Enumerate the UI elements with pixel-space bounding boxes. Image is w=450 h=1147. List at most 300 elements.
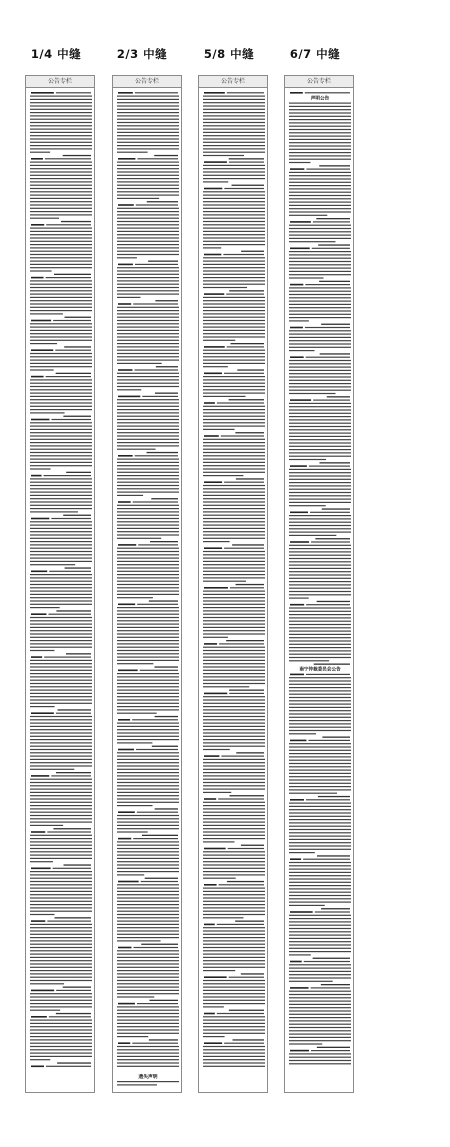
text-line — [289, 687, 351, 688]
text-line — [289, 198, 351, 199]
text-line — [56, 92, 91, 93]
text-line — [117, 389, 141, 390]
text-line — [30, 195, 92, 196]
text-line — [135, 92, 178, 93]
text-line — [203, 657, 265, 658]
text-line — [289, 865, 351, 866]
text-line — [117, 1049, 179, 1050]
text-line — [30, 673, 92, 674]
text-line — [203, 237, 265, 238]
text-line — [203, 472, 265, 473]
text-line — [117, 696, 179, 697]
text-line — [30, 482, 92, 483]
text-line — [289, 647, 351, 648]
text-line — [30, 125, 92, 126]
notice-signature-line — [313, 958, 350, 959]
text-line — [117, 343, 179, 344]
text-line — [117, 752, 179, 753]
text-line — [117, 782, 179, 783]
text-line — [30, 445, 92, 446]
text-line — [203, 785, 265, 786]
text-line — [30, 363, 92, 364]
text-line — [203, 871, 265, 872]
text-line — [117, 115, 179, 116]
text-line — [203, 280, 265, 281]
notice-bold-lead — [31, 775, 49, 777]
text-line — [203, 624, 265, 625]
text-line — [117, 630, 179, 631]
text-line — [117, 765, 179, 766]
text-line — [30, 983, 64, 984]
notice-bold-lead — [204, 435, 219, 437]
text-line — [117, 508, 179, 509]
text-line — [30, 914, 55, 915]
text-line — [289, 621, 351, 622]
text-line — [117, 152, 148, 153]
text-line — [289, 997, 351, 998]
text-line — [117, 904, 179, 905]
text-line — [289, 416, 351, 417]
text-line — [203, 699, 265, 700]
text-line — [117, 607, 179, 608]
notice-signature-line — [57, 1062, 91, 1063]
text-line — [30, 1006, 92, 1007]
text-line — [289, 367, 351, 368]
text-line — [203, 996, 265, 997]
text-line — [203, 115, 265, 116]
notice-signature-line — [64, 864, 91, 865]
text-line — [203, 201, 265, 202]
text-line — [117, 848, 179, 849]
text-line — [203, 419, 265, 420]
text-line — [117, 165, 179, 166]
text-line — [117, 468, 179, 469]
text-line — [289, 878, 351, 879]
text-line — [203, 940, 265, 941]
text-line — [30, 452, 92, 453]
text-line — [117, 531, 179, 532]
text-line — [30, 686, 92, 687]
text-line — [203, 505, 265, 506]
text-line — [117, 386, 179, 387]
text-line — [289, 406, 351, 407]
text-line — [117, 937, 179, 938]
text-line — [203, 412, 265, 413]
text-line — [305, 92, 350, 93]
text-line — [289, 528, 351, 529]
text-line — [203, 851, 265, 852]
text-line — [203, 822, 265, 823]
text-line — [203, 957, 265, 958]
text-line — [203, 597, 265, 598]
text-line — [289, 426, 351, 427]
text-line — [30, 247, 92, 248]
text-line — [117, 340, 179, 341]
text-line — [289, 614, 351, 615]
text-line — [30, 812, 92, 813]
text-line — [203, 1016, 265, 1017]
text-line — [30, 934, 92, 935]
text-line — [117, 254, 179, 255]
notice-bold-lead — [290, 604, 304, 606]
text-line — [289, 475, 351, 476]
text-line — [117, 435, 179, 436]
gutter-column-1-4 — [25, 75, 95, 1093]
text-line — [203, 310, 265, 311]
text-line — [30, 102, 92, 103]
text-line — [203, 1020, 265, 1021]
text-line — [289, 981, 333, 982]
text-line — [289, 380, 351, 381]
text-line — [203, 594, 265, 595]
text-line — [289, 624, 351, 625]
text-line — [289, 1060, 351, 1061]
text-line — [30, 1046, 92, 1047]
text-line — [289, 836, 351, 837]
text-line — [30, 888, 92, 889]
text-line — [289, 895, 351, 896]
text-line — [30, 270, 52, 271]
text-line — [30, 369, 54, 370]
text-line — [30, 353, 92, 354]
text-line — [203, 716, 265, 717]
notice-bold-lead — [118, 1042, 130, 1044]
text-line — [289, 393, 336, 394]
text-line — [203, 574, 265, 575]
text-line — [203, 231, 265, 232]
notice-signature-line — [58, 709, 91, 710]
text-line — [30, 548, 92, 549]
text-line — [117, 280, 179, 281]
text-line — [203, 782, 265, 783]
text-line — [289, 948, 351, 949]
text-line — [289, 571, 351, 572]
text-line — [117, 643, 179, 644]
text-line — [30, 878, 92, 879]
text-line — [117, 802, 179, 803]
text-line — [46, 224, 91, 225]
text-line — [117, 1056, 179, 1057]
text-line — [30, 1033, 92, 1034]
text-line — [117, 617, 179, 618]
text-line — [203, 937, 265, 938]
text-line — [117, 350, 179, 351]
text-line — [117, 181, 179, 182]
text-line — [289, 1030, 351, 1031]
text-line — [30, 505, 92, 506]
text-line — [203, 165, 265, 166]
text-line — [30, 643, 92, 644]
text-line — [30, 855, 92, 856]
text-line — [117, 732, 179, 733]
text-line — [203, 270, 265, 271]
text-line — [117, 429, 179, 430]
text-line — [289, 360, 351, 361]
text-line — [117, 874, 144, 875]
text-line — [289, 469, 351, 470]
text-line — [30, 742, 92, 743]
text-line — [30, 963, 92, 964]
notice-bold-lead — [290, 674, 304, 676]
text-line — [203, 525, 265, 526]
notice-bold-lead — [118, 369, 132, 371]
text-line — [289, 109, 351, 110]
text-line — [51, 518, 91, 519]
text-line — [203, 808, 265, 809]
text-line — [117, 96, 179, 97]
text-line — [30, 244, 92, 245]
text-line — [203, 195, 265, 196]
notice-bold-lead — [204, 188, 222, 190]
text-line — [30, 551, 92, 552]
text-line — [117, 739, 179, 740]
text-line — [289, 152, 351, 153]
text-line — [117, 102, 179, 103]
text-line — [203, 960, 265, 961]
text-line — [30, 168, 92, 169]
text-line — [203, 818, 265, 819]
notice-bold-lead — [31, 656, 42, 658]
text-line — [117, 822, 179, 823]
text-line — [203, 769, 265, 770]
text-line — [203, 831, 265, 832]
text-line — [30, 300, 92, 301]
text-line — [289, 1007, 351, 1008]
text-line — [30, 148, 92, 149]
notice-signature-line — [226, 640, 264, 641]
text-line — [289, 951, 351, 952]
notice-signature-line — [155, 808, 178, 809]
text-line — [224, 373, 264, 374]
text-line — [117, 792, 179, 793]
text-line — [203, 917, 243, 918]
text-line — [303, 859, 350, 860]
text-line — [30, 633, 92, 634]
text-line — [289, 340, 351, 341]
text-line — [117, 970, 179, 971]
text-line — [289, 720, 351, 721]
notice-signature-line — [65, 317, 91, 318]
text-line — [117, 399, 179, 400]
text-line — [289, 974, 351, 975]
text-line — [203, 449, 265, 450]
text-line — [30, 782, 92, 783]
text-line — [117, 465, 179, 466]
text-line — [117, 521, 179, 522]
text-line — [117, 1020, 179, 1021]
text-line — [289, 558, 351, 559]
notice-signature-line — [229, 795, 264, 796]
text-line — [289, 968, 351, 969]
notice-signature-line — [241, 973, 264, 974]
text-line — [203, 825, 265, 826]
text-line — [289, 159, 351, 160]
text-line — [203, 703, 265, 704]
text-line — [203, 802, 265, 803]
text-line — [117, 119, 179, 120]
notice-signature-line — [327, 396, 350, 397]
text-line — [30, 264, 92, 265]
text-line — [289, 694, 351, 695]
text-line — [30, 558, 92, 559]
text-line — [289, 753, 351, 754]
text-line — [289, 116, 351, 117]
text-line — [289, 274, 351, 275]
text-line — [289, 634, 351, 635]
text-line — [30, 600, 92, 601]
notice-bold-lead — [118, 158, 135, 160]
text-line — [30, 690, 92, 691]
text-line — [30, 924, 92, 925]
text-line — [203, 944, 265, 945]
text-line — [289, 149, 351, 150]
text-line — [289, 320, 309, 321]
text-line — [117, 198, 159, 199]
text-line — [117, 485, 179, 486]
text-line — [117, 241, 179, 242]
text-line — [203, 620, 265, 621]
text-line — [30, 442, 92, 443]
text-line — [289, 518, 351, 519]
text-line — [30, 488, 92, 489]
text-line — [203, 492, 265, 493]
text-line — [203, 954, 265, 955]
text-line — [306, 674, 350, 675]
text-line — [224, 548, 264, 549]
text-line — [30, 630, 92, 631]
notice-signature-line — [235, 921, 264, 922]
notice-signature-line — [236, 584, 264, 585]
column-banner: 公告专栏 — [285, 76, 353, 88]
notice-bold-lead — [31, 518, 49, 520]
text-line — [289, 472, 351, 473]
text-line — [289, 845, 351, 846]
text-line — [133, 838, 178, 839]
text-line — [30, 805, 92, 806]
text-line — [117, 99, 179, 100]
notice-signature-line — [154, 666, 178, 667]
text-line — [117, 772, 179, 773]
text-line — [30, 178, 92, 179]
text-line — [30, 495, 92, 496]
text-line — [289, 938, 351, 939]
text-line — [30, 881, 92, 882]
text-line — [203, 901, 265, 902]
text-line — [203, 363, 265, 364]
text-line — [117, 1006, 179, 1007]
notice-bold-lead — [204, 547, 222, 549]
column-text-block — [26, 88, 94, 1093]
text-line — [203, 617, 265, 618]
text-line — [30, 231, 92, 232]
text-line — [289, 816, 351, 817]
text-line — [203, 653, 265, 654]
text-line — [140, 670, 178, 671]
text-line — [203, 660, 265, 661]
text-line — [289, 499, 351, 500]
text-line — [117, 363, 162, 364]
notice-signature-line — [54, 917, 91, 918]
notice-signature-line — [320, 353, 350, 354]
text-line — [306, 604, 350, 605]
text-line — [30, 406, 92, 407]
text-line — [203, 416, 265, 417]
text-line — [289, 119, 351, 120]
text-line — [289, 532, 351, 533]
text-line — [117, 449, 156, 450]
text-line — [30, 185, 92, 186]
text-line — [30, 874, 92, 875]
text-line — [30, 538, 92, 539]
text-line — [117, 571, 179, 572]
text-line — [30, 993, 92, 994]
text-line — [203, 858, 265, 859]
text-line — [30, 848, 92, 849]
text-line — [203, 719, 265, 720]
text-line — [117, 954, 179, 955]
text-line — [117, 627, 179, 628]
text-line — [203, 155, 244, 156]
text-line — [51, 419, 91, 420]
text-line — [203, 1046, 265, 1047]
text-line — [203, 746, 265, 747]
text-line — [203, 426, 265, 427]
text-line — [30, 716, 92, 717]
text-line — [30, 310, 92, 311]
text-line — [117, 660, 179, 661]
text-line — [289, 334, 351, 335]
text-line — [223, 254, 264, 255]
notice-signature-line — [63, 155, 91, 156]
text-line — [30, 604, 92, 605]
text-line — [117, 310, 179, 311]
text-line — [289, 145, 351, 146]
text-line — [117, 554, 179, 555]
text-line — [203, 442, 265, 443]
text-line — [30, 591, 92, 592]
text-line — [203, 600, 265, 601]
notice-signature-line — [231, 343, 264, 344]
text-line — [30, 723, 92, 724]
text-line — [56, 990, 91, 991]
notice-signature-line — [66, 472, 91, 473]
text-line — [217, 924, 264, 925]
text-line — [30, 96, 92, 97]
text-line — [30, 973, 92, 974]
text-line — [30, 967, 92, 968]
text-line — [30, 894, 92, 895]
text-line — [203, 1006, 224, 1007]
text-line — [289, 456, 351, 457]
text-line — [117, 1059, 179, 1060]
notice-title: 声明公告 — [310, 96, 330, 102]
text-line — [117, 851, 179, 852]
notice-signature-line — [319, 462, 350, 463]
text-line — [30, 802, 92, 803]
text-line — [117, 294, 179, 295]
text-line — [289, 1063, 351, 1064]
notice-bold-lead — [118, 1003, 135, 1005]
text-line — [217, 402, 264, 403]
text-line — [30, 624, 92, 625]
text-line — [289, 921, 351, 922]
text-line — [30, 670, 92, 671]
text-line — [117, 257, 137, 258]
text-line — [117, 825, 179, 826]
notice-bold-lead — [31, 349, 53, 351]
text-line — [30, 574, 92, 575]
text-line — [30, 825, 63, 826]
